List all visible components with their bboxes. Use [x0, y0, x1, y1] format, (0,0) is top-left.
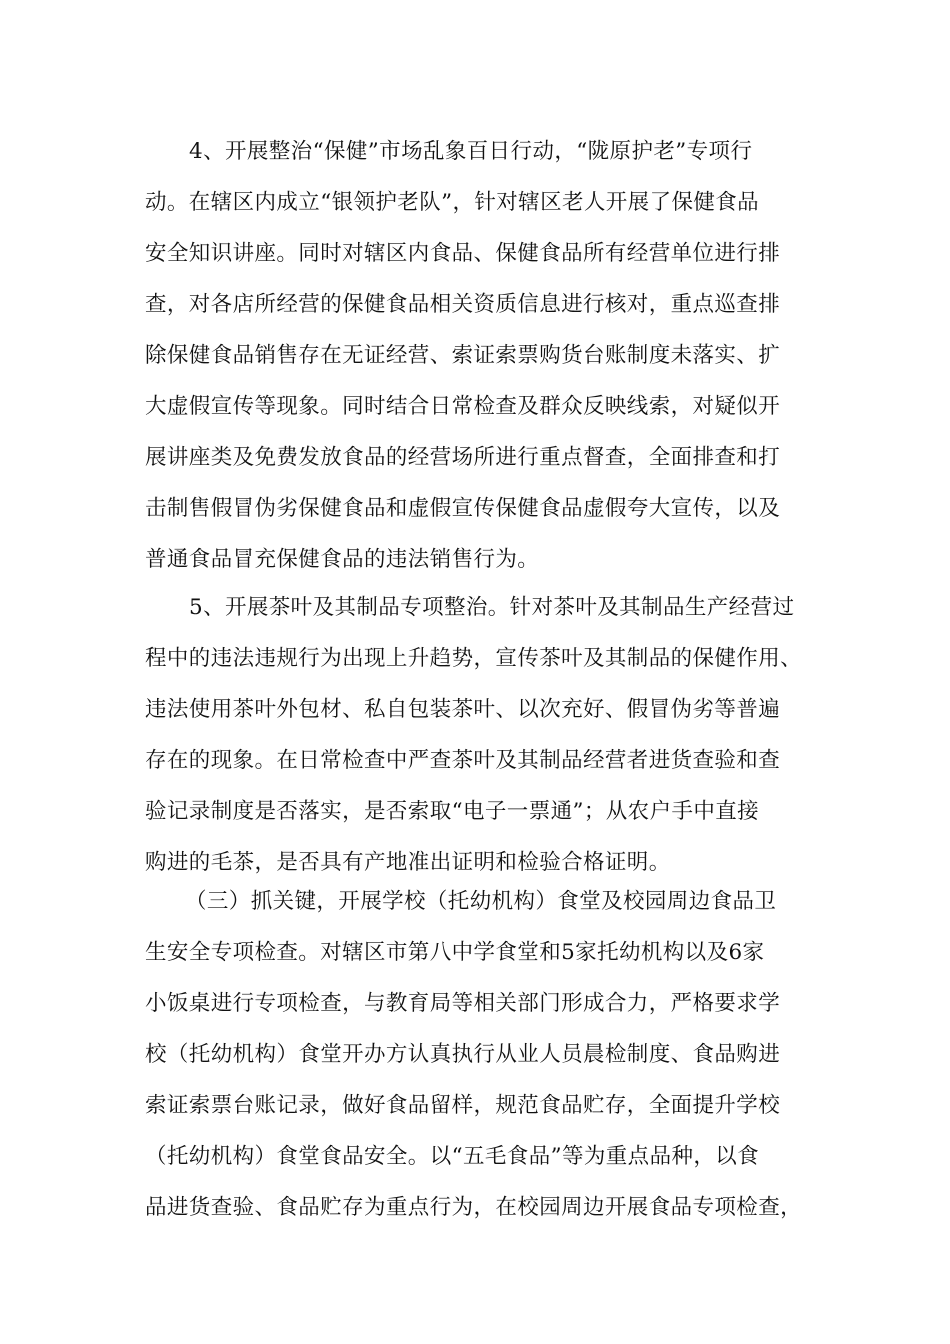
- paragraph-school-canteen-inspection: [145, 876, 807, 1233]
- text-line: 违法使用茶叶外包材、私自包装茶叶、以次充好、假冒伪劣等普遍: [145, 697, 781, 722]
- paragraph-health-food-campaign: [145, 126, 807, 585]
- text-line: 动。在辖区内成立“银领护老队”，针对辖区老人开展了保健食品: [145, 190, 760, 215]
- text-line: 索证索票台账记录，做好食品留样，规范食品贮存，全面提升学校: [145, 1093, 781, 1118]
- text-line: 校（托幼机构）食堂开办方认真执行从业人员晨检制度、食品购进: [145, 1042, 781, 1067]
- text-line: （托幼机构）食堂食品安全。以“五毛食品”等为重点品种，以食: [145, 1144, 760, 1169]
- text-line: 小饭桌进行专项检查，与教育局等相关部门形成合力，严格要求学: [145, 991, 781, 1016]
- text-line: 5、开展茶叶及其制品专项整治。针对茶叶及其制品生产经营过: [189, 595, 795, 620]
- text-line: （三）抓关键，开展学校（托幼机构）食堂及校园周边食品卫: [185, 889, 777, 914]
- text-line: 安全知识讲座。同时对辖区内食品、保健食品所有经营单位进行排: [145, 241, 781, 266]
- text-line: 生安全专项检查。对辖区市第八中学食堂和5家托幼机构以及6家: [145, 940, 765, 965]
- text-line: 查，对各店所经营的保健食品相关资质信息进行核对，重点巡查排: [145, 292, 781, 317]
- text-line: 大虚假宣传等现象。同时结合日常检查及群众反映线索，对疑似开: [145, 394, 781, 419]
- text-line: 展讲座类及免费发放食品的经营场所进行重点督查，全面排查和打: [145, 445, 781, 470]
- text-line: 品进货查验、食品贮存为重点行为，在校园周边开展食品专项检查，: [145, 1195, 803, 1220]
- text-line: 击制售假冒伪劣保健食品和虚假宣传保健食品虚假夸大宣传，以及: [145, 496, 781, 521]
- text-line: 验记录制度是否落实，是否索取“电子一票通”；从农户手中直接: [145, 799, 760, 824]
- text-line: 存在的现象。在日常检查中严查茶叶及其制品经营者进货查验和查: [145, 748, 781, 773]
- text-line: 4、开展整治“保健”市场乱象百日行动，“陇原护老”专项行: [189, 139, 753, 164]
- text-line: 购进的毛茶，是否具有产地准出证明和检验合格证明。: [145, 850, 671, 875]
- text-line: 除保健食品销售存在无证经营、索证索票购货台账制度未落实、扩: [145, 343, 781, 368]
- text-line: 普通食品冒充保健食品的违法销售行为。: [145, 547, 540, 572]
- paragraph-tea-products-campaign: [145, 582, 807, 888]
- text-line: 程中的违法违规行为出现上升趋势，宣传茶叶及其制品的保健作用、: [145, 646, 803, 671]
